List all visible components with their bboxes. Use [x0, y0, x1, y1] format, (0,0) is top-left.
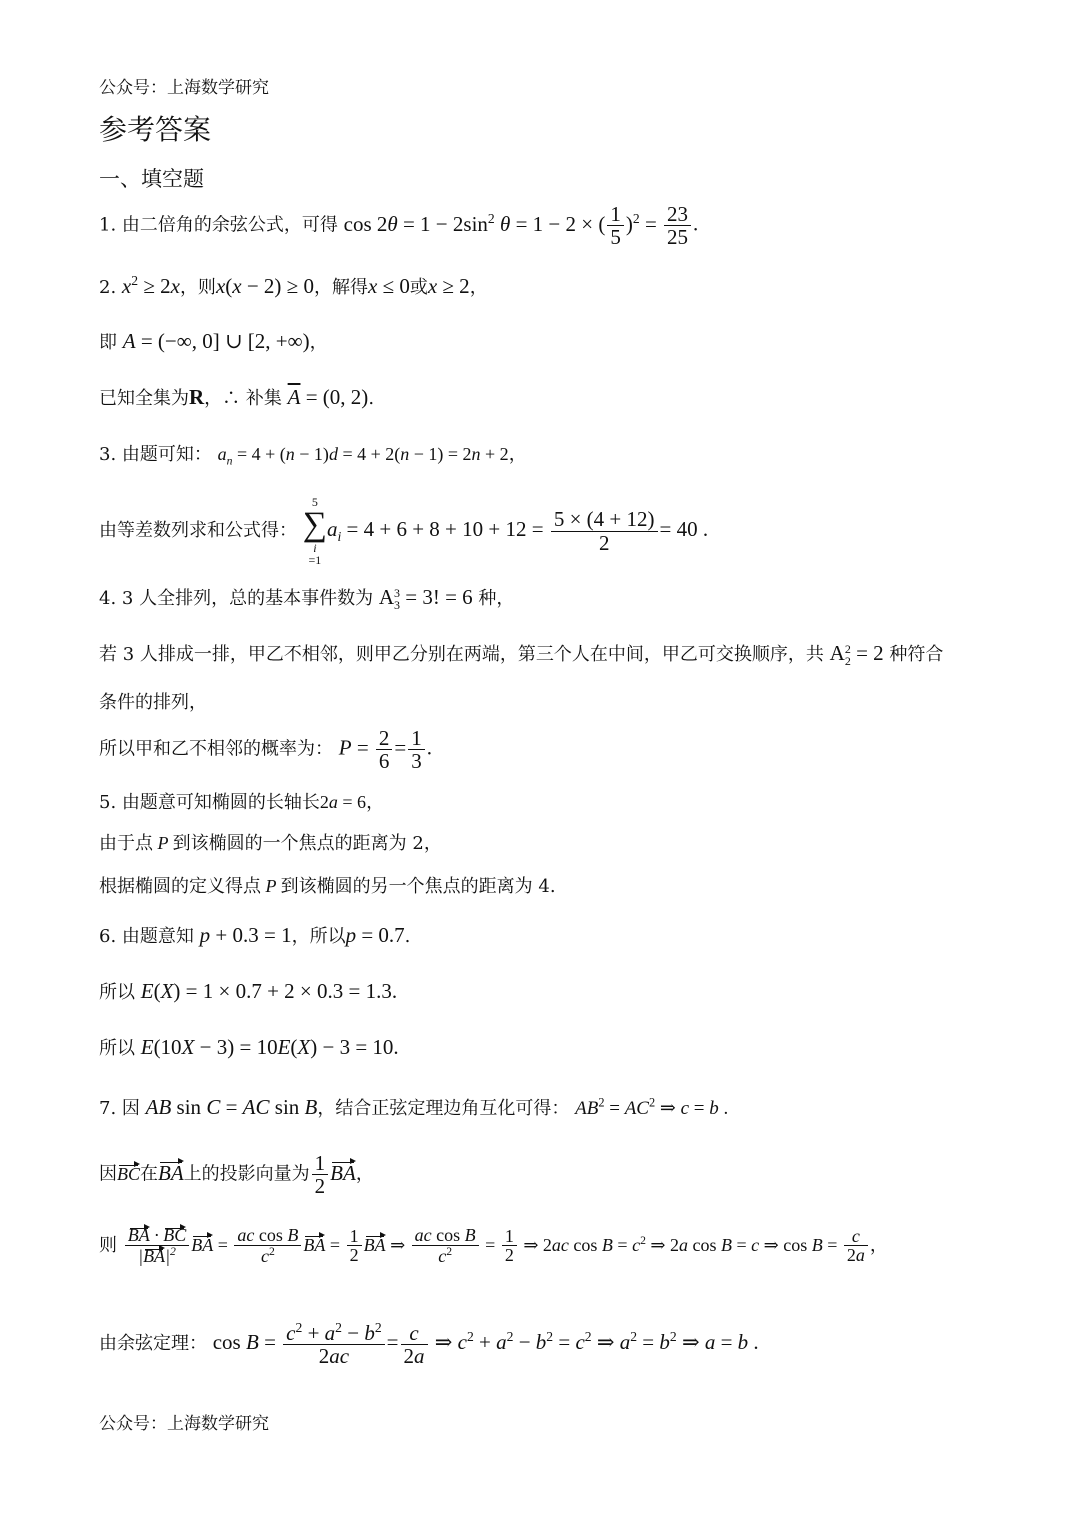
answer-6-line-1: 6. 由题意知 p + 0.3 = 1，所以p = 0.7.: [99, 923, 411, 947]
answer-5-line-1: 5. 由题意可知椭圆的长轴长2a = 6，: [99, 792, 385, 813]
answer-2-line-3: 已知全集为R，∴ 补集 $\overline{A} = (0$, 2).: [99, 385, 375, 409]
answer-3-line-2: 由等差数列求和公式得： 5 ∑ i =1 $a_i = 4 + 6 + 8 + 10 + 12$ = $\frac{5 \times (4 + 12)}{2}$ = 40 .: [99, 495, 709, 567]
answer-5-line-2: 由于点 P 到该椭圆的一个焦点的距离为 2，: [99, 833, 442, 854]
answer-3-line-1: 3. 由题可知： $a_n = 4 + (n - 1)d = 4 + 2(n - 1) = 2n + 2$，: [99, 444, 527, 468]
answer-6-line-3: 所以 E(10X − 3) = 10E(X) − 3 = 10.: [99, 1035, 399, 1059]
page-title: 参考答案: [99, 113, 212, 146]
answer-1: 1. 由二倍角的余弦公式，可得 $\cos 2\theta = 1 - 2\sin^2$ θ = 1 − 2 × ( $\frac{1}{5}$ )$^2$ = $\frac{23}{25}$ .: [99, 202, 699, 250]
answer-7-line-3: 则 $\frac{BA \cdot BC}{|BA|^2}$ BA = $\frac{\text{ac cos B}}{c^2}$ BA = $\frac{1}{2}$ BA ⇒ $\frac{\text{ac cos B}}{c^2}$ = $\frac{1}{2}$ ⇒ 2ac $\cos B = c^2$ ⇒ 2a cos B = c ⇒ cos B = $\frac{c}{2a}$ ，: [99, 1225, 888, 1266]
section-heading: 一、填空题: [99, 167, 204, 191]
answer-4-line-1: 4. 3 人全排列，总的基本事件数为 A 3 3 = 3! = 6 种，: [99, 585, 515, 613]
answer-2-line-2: 即 A = (−∞, 0] ∪ [2, +∞)，: [99, 329, 328, 353]
answer-7-line-1: 7. 因 AB sin C = AC sin B，结合正弦定理边角互化可得： $AB^2 = AC^2$ ⇒ c = b .: [99, 1095, 729, 1119]
answer-2-line-1: 2. $x^2 \ge 2x$，则x(x − 2) ≥ 0，解得x ≤ 0或x ≥ 2，: [99, 273, 488, 298]
answer-4-line-2: 若 3 人排成一排，甲乙不相邻，则甲乙分别在两端，第三个人在中间，甲乙可交换顺序，共 A 2 2 = 2 种符合: [99, 641, 944, 669]
answer-5-line-3: 根据椭圆的定义得点 P 到该椭圆的另一个焦点的距离为 4.: [99, 876, 556, 897]
answer-7-line-4: 由余弦定理： cos B = $\frac{c^2 + a^2 - b^2}{2ac}$ = $\frac{c}{2a}$ ⇒ $c^2 + a^2 - b^2 = c^2$ ⇒ $a^2 = b^2$ ⇒ a = b .: [99, 1320, 759, 1369]
answer-4-line-3: 条件的排列，: [99, 692, 207, 713]
answer-6-line-2: 所以 E(X) = 1 × 0.7 + 2 × 0.3 = 1.3.: [99, 979, 398, 1003]
answer-7-line-2: 因BC在BA上的投影向量为 $\frac{1}{2}$ BA，: [99, 1151, 374, 1199]
footer-label: 公众号：上海数学研究: [99, 1414, 269, 1434]
answer-4-line-4: 所以甲和乙不相邻的概率为： P = $\frac{2}{6}$ = $\frac{1}{3}$ .: [99, 726, 432, 774]
header-label: 公众号：上海数学研究: [99, 78, 269, 98]
